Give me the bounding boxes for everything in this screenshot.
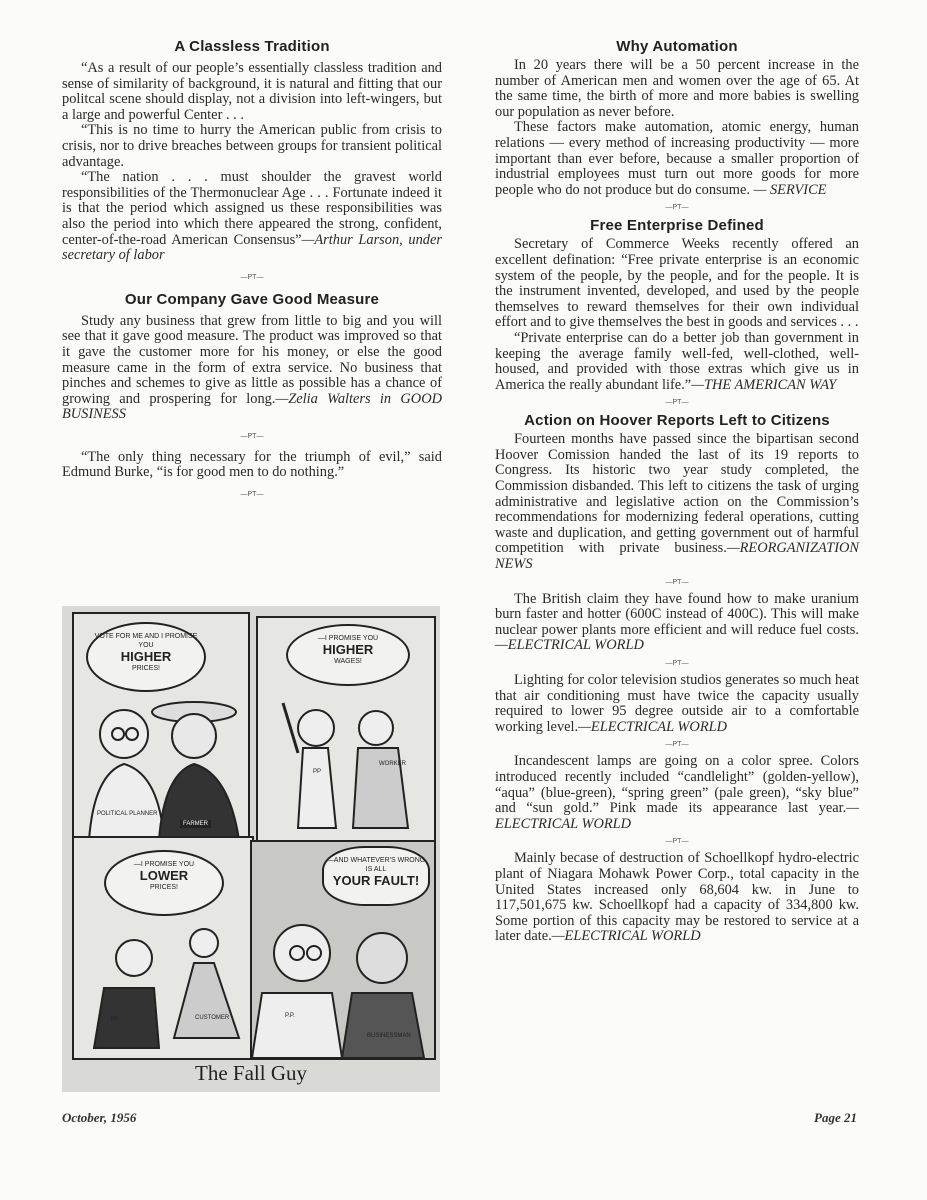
character-label: FARMER bbox=[180, 820, 211, 828]
character-label: CUSTOMER bbox=[195, 1015, 230, 1021]
thought-bubble: —AND WHATEVER'S WRONG IS ALL YOUR FAULT! bbox=[322, 846, 430, 906]
separator: —PT— bbox=[665, 741, 689, 749]
source-credit: — SERVICE bbox=[753, 181, 827, 198]
article-title: A Classless Tradition bbox=[174, 38, 330, 55]
speech-bubble: VOTE FOR ME AND I PROMISE YOU HIGHER PRICES! bbox=[86, 622, 206, 692]
character-label: WORKER bbox=[379, 761, 406, 767]
cartoon-panel-3 bbox=[72, 836, 254, 1060]
paragraph: Incandescent lamps are going on a color spree. Colors introduced recently included “candlelight” (golden-yellow), “aqua” (blue-green), “spring green” (pale green), “sky blue” and “sun gold.” Pink made its appearance last year.—ELECTRICAL WORLD bbox=[495, 753, 859, 832]
character-label: POLITICAL PLANNER bbox=[97, 811, 158, 817]
paragraph: “The nation . . . must shoulder the gravest world responsibilities of the Thermonuclear Age . . . Fortunate indeed it is that the period which assigned us these responsibilities was also the period into which there appeared the strong, confident, center-of-the-road American Consensus”—Arthur Larson, under secretary of labor bbox=[62, 169, 442, 264]
cartoon-panel-1 bbox=[72, 612, 250, 842]
planner-and-customer-drawing bbox=[74, 918, 252, 1058]
paragraph: Fourteen months have passed since the bipartisan second Hoover Comission handed the last of its 19 reports to Congress. Its historic two year study completed, the Commission disbanded. This left to citizens the task of urging administrative and legislative action on the Commission’s recommendations for modernizing federal operations, cutting waste and duplication, and getting government out of harmful competition with private business.—REORGANIZATION NEWS bbox=[495, 431, 859, 573]
source-credit: —ELECTRICAL WORLD bbox=[578, 718, 728, 735]
source-credit: —Zelia Walters in GOOD BUSINESS bbox=[62, 390, 442, 423]
paragraph: These factors make automation, atomic energy, human relations — every method of increasing productivity — more important than ever before, because a smaller proportion of industrial employees must turn out more goods for more people who do not produce but do consume. — SERVICE bbox=[495, 119, 859, 198]
source-credit: —Arthur Larson, under secretary of labor bbox=[62, 231, 442, 264]
separator: —PT— bbox=[665, 204, 689, 212]
separator: —PT— bbox=[240, 491, 264, 499]
left-column bbox=[62, 38, 442, 508]
separator: —PT— bbox=[665, 838, 689, 846]
article-title: Our Company Gave Good Measure bbox=[124, 290, 380, 308]
footer-page-number: Page 21 bbox=[814, 1110, 857, 1125]
paragraph: Mainly becase of destruction of Schoellkopf hydro-electric plant of Niagara Mohawk Power Corp., total capacity in the United States increased only 68,604 kw. in June to 117,501,675 kw. Schoellkopf had a capacity of 334,800 kw. Some portion of this capacity may be restored to service at a later date.—ELECTRICAL WORLD bbox=[495, 850, 859, 945]
speech-bubble: —I PROMISE YOU LOWER PRICES! bbox=[104, 850, 224, 916]
source-credit: —ELECTRICAL WORLD bbox=[551, 928, 701, 945]
article-title: Why Automation bbox=[616, 38, 738, 55]
character-label: PP bbox=[313, 769, 322, 775]
source-credit: —ELECTRICAL WORLD bbox=[495, 637, 644, 654]
separator: —PT— bbox=[665, 660, 689, 667]
paragraph: Lighting for color television studios generates so much heat that air conditioning must have twice the capacity usually required to lower 95 degree outside air to a comfortable working level.—ELECTRICAL WORLD bbox=[495, 672, 859, 735]
cartoon-the-fall-guy bbox=[62, 606, 440, 1092]
paragraph: Study any business that grew from little to big and you will see that it gave good measure. The product was improved so that it gave the customer more for his money, or else the good measure came in the form of extra service. No business that pinches and schemes to give as little as possible has a chance of growing and prospering for long.—Zelia Walters in GOOD BUSINESS bbox=[62, 312, 442, 423]
paragraph: “The only thing necessary for the triumph of evil,” said Edmund Burke, “is for good men to do nothing.” bbox=[62, 448, 442, 481]
source-credit: —ELECTRICAL WORLD bbox=[495, 800, 859, 832]
character-label: P.P. bbox=[285, 1013, 295, 1019]
paragraph: “Private enterprise can do a better job than government in keeping the average family well-fed, well-clothed, well-housed, and provided with those extras which give us in America the really abundant life.”—THE AMERICAN WAY bbox=[495, 329, 859, 393]
source-credit: —THE AMERICAN WAY bbox=[691, 376, 837, 393]
cartoon-panel-4 bbox=[250, 840, 436, 1060]
paragraph: “As a result of our people’s essentially classless tradition and sense of similarity of background, it is natural and fitting that our politcal scene should display, not a division into left-wingers, but a large and powerful Center . . . bbox=[62, 60, 442, 123]
separator: —PT— bbox=[665, 578, 689, 586]
character-label: BUSINESSMAN bbox=[367, 1033, 411, 1039]
footer-date: October, 1956 bbox=[62, 1110, 137, 1125]
paragraph: The British claim they have found how to make uranium burn faster and hotter (600C instead of 400C). This will make nuclear power plants more efficient and will reduce fuel costs.—ELECTRICAL WORLD bbox=[495, 590, 859, 654]
cartoon-caption: The Fall Guy bbox=[195, 1061, 307, 1085]
paragraph: “This is no time to hurry the American public from crisis to crisis, nor to drive breaches between groups for transient political advantage. bbox=[62, 122, 442, 170]
source-credit: —REORGANIZATION NEWS bbox=[495, 540, 859, 573]
character-label: PP bbox=[111, 1017, 120, 1023]
planner-and-farmer-drawing bbox=[74, 694, 248, 840]
separator: —PT— bbox=[240, 273, 264, 281]
paragraph: In 20 years there will be a 50 percent increase in the number of American men and women over the age of 65. At the same time, the birth of more and more babies is swelling our population as never before. bbox=[495, 57, 859, 120]
separator: —PT— bbox=[665, 399, 689, 407]
article-title: Free Enterprise Defined bbox=[590, 217, 764, 235]
article-title: Action on Hoover Reports Left to Citizens bbox=[524, 412, 830, 430]
right-column bbox=[495, 38, 859, 945]
cartoon-panel-2 bbox=[256, 616, 436, 846]
speech-bubble: —I PROMISE YOU HIGHER WAGES! bbox=[286, 624, 410, 686]
separator: —PT— bbox=[240, 432, 264, 440]
paragraph: Secretary of Commerce Weeks recently offered an excellent defination: “Free private enterprise is an economic system of the people, by the people, and for the people. It is the instrument invented, developed, and used by the people themselves to reward themselves for their own individual effort and to give themselves the best in goods and services . . . bbox=[495, 236, 859, 331]
